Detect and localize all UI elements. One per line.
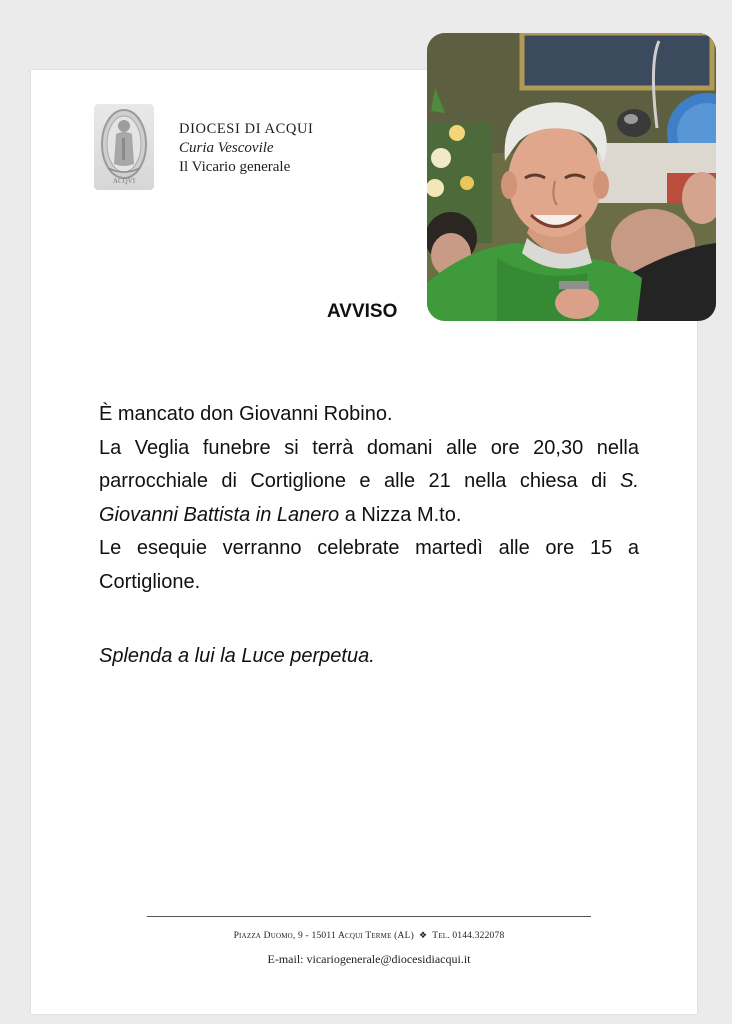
vicario-label: Il Vicario generale (179, 159, 291, 175)
notice-body (99, 398, 639, 599)
notice-title: AVVISO (327, 301, 398, 322)
church-name: S. Giovanni Battista in Lanero (99, 470, 639, 526)
phone-text: Tel. 0144.322078 (432, 931, 505, 941)
footer-divider (147, 916, 591, 917)
closing-prayer: Splenda a lui la Luce perpetua. (99, 645, 375, 667)
priest-photo (427, 33, 716, 321)
svg-text:ACQVI: ACQVI (112, 177, 136, 185)
address-text: Piazza Duomo, 9 - 15011 Acqui Terme (AL) (233, 931, 414, 941)
death-announcement: È mancato don Giovanni Robino. (99, 403, 393, 425)
vigil-text: La Veglia funebre si terrà domani alle ore 20,30 nella parrocchiale di Cortiglione e alle 21 nella chiesa di (99, 436, 639, 492)
separator-icon: ❖ (418, 930, 428, 940)
vigil-text-end: a Nizza M.to. (339, 503, 462, 526)
diocese-name: DIOCESI DI ACQUI (179, 121, 314, 137)
funeral-paragraph: Le esequie verranno celebrate martedì alle ore 15 a Cortiglione. (99, 537, 639, 593)
vigil-paragraph (99, 432, 639, 533)
curia-label: Curia Vescovile (179, 140, 274, 156)
letterhead (179, 120, 313, 177)
footer-address (31, 930, 707, 941)
footer-email: E-mail: vicariogenerale@diocesidiacqui.it (267, 952, 471, 966)
diocese-logo (94, 104, 154, 190)
